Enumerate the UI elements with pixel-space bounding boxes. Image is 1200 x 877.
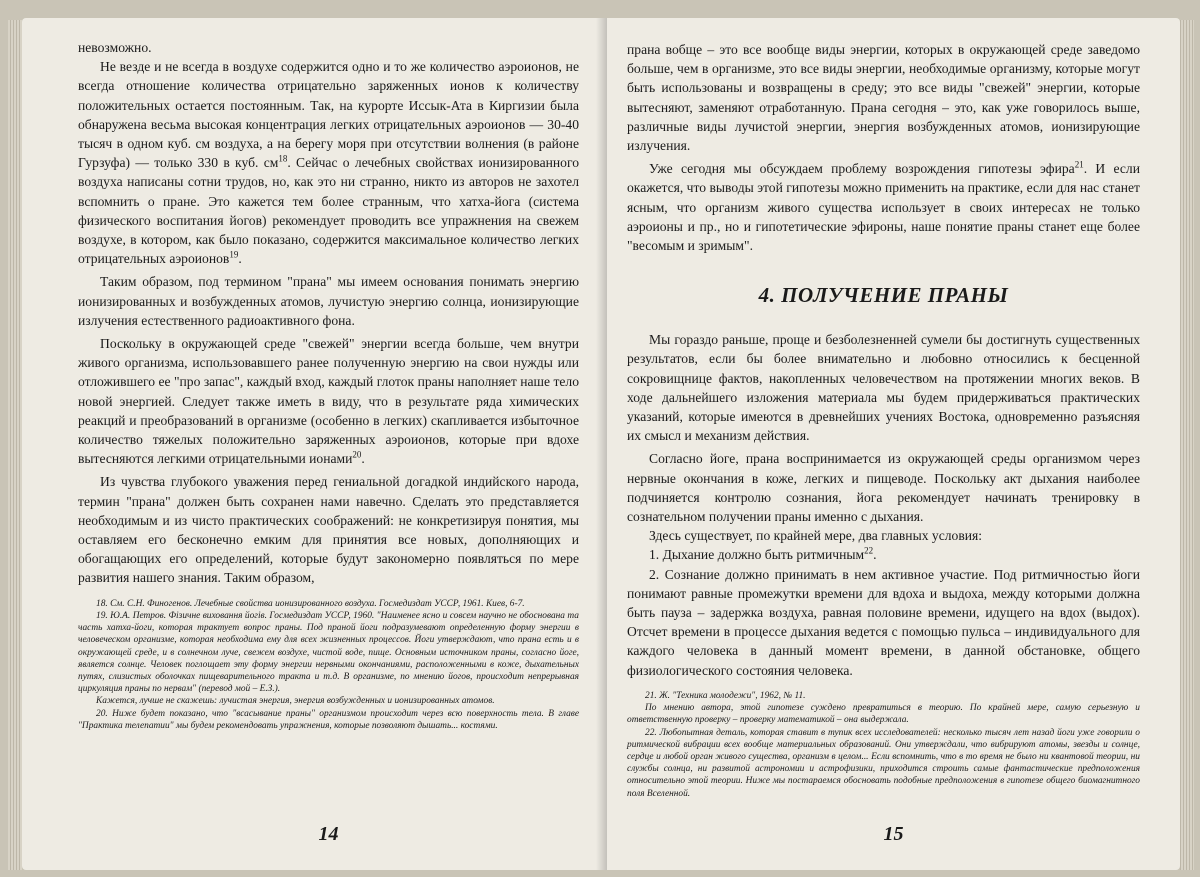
footnote: 20. Ниже будет показано, что "всасывание праны" организмом происходит через всю поверхность тела. В главе "Практика телепатии" мы будем рекомендовать упражнения, которые позволяют дышать... костями. xyxy=(78,708,579,731)
paragraph: Таким образом, под термином "прана" мы имеем основания понимать энергию ионизированных и возбужденных атомов, лучистую энергию солнца, ионизирующие излучения естественного радиоактивного фона. xyxy=(78,274,579,328)
left-page-edge xyxy=(8,20,22,870)
footnote: 18. См. С.Н. Финогенов. Лечебные свойства ионизированного воздуха. Госмедиздат УССР, 1961. Киев, 6-7. xyxy=(96,598,525,609)
page-number: 15 xyxy=(883,823,904,845)
footnote: 22. Любопытная деталь, которая ставит в тупик всех исследователей: несколько тысяч лет назад йоги уже говорили о ритмической вибрации всех вообще материальных образований. Они утверждали, что вибрируют атомы, звезды и солнце, сердце и любой орган живого существа, организм в целом... Если вспомнить, что в то время не было ни квантовой теории, ни службы солнца, ни развитой астрономии и астрофизики, приходится строить самые фантастические предположения относительно этой теории. Ниже мы постараемся обосновать подобные предположения в гипотезе общего биомагнитного поля Вселенной. xyxy=(627,727,1140,799)
footnote-ref: 22 xyxy=(864,545,874,556)
paragraph: Мы гораздо раньше, проще и безболезненней сумели бы достигнуть существенных результатов, если бы более внимательно и любовно относились к бесценной сокровищнице фактов, накопленных человечеством на протяжении многих веков. В ходе дальнейшего изложения материала мы будем придерживаться практических указаний, которые имеются в древнейших учениях Востока, одновременно разъясняя их смысл и механизм действия. xyxy=(627,332,1140,444)
right-page xyxy=(607,18,1180,870)
paragraph: Поскольку в окружающей среде "свежей" энергии всегда больше, чем внутри живого организма, использовавшего ранее полученную энергию на свои нужды или отложившего ее "про запас", каждый вход, каждый глоток праны наполняет наше тело новой энергией. Следует также иметь в виду, что в результате ряда химических реакций и преобразований в организме (особенно в легких) скапливается избыточное количество тяжелых положительно заряженных аэроионов, которые при вдохе вытесняются легкими отрицательными ионами$^{20}$. xyxy=(78,336,579,467)
left-page xyxy=(22,18,607,870)
footnote-ref: 18 xyxy=(278,153,288,164)
section-title: 4. ПОЛУЧЕНИЕ ПРАНЫ xyxy=(758,283,1009,308)
footnotes xyxy=(78,598,579,732)
paragraph: прана вобще – это все вообще виды энергии, которых в окружающей среде заведомо больше, чем в организме, это все виды энергии, необходимые организму, которые могут быть использованы и возвращены в среду; это все виды "свежей" энергии, которые вытесняют, заменяют отработанную. Прана сегодня – это, как уже говорилось выше, различные виды лучистой энергии, энергия возбужденных атомов, ионизирующие излучения. xyxy=(627,42,1140,154)
paragraph: невозможно. xyxy=(78,40,152,55)
page-number: 14 xyxy=(318,823,339,845)
footnote-ref: 19 xyxy=(229,249,239,260)
footnotes xyxy=(627,690,1140,800)
footnote-ref: 20 xyxy=(352,449,362,460)
paragraph: Из чувства глубокого уважения перед гениальной догадкой индийского народа, термин "прана" должен быть сохранен нами навечно. Сделать это представляется необходимым и из чисто практических соображений: не конкретизируя понятия, мы оставляем его бесконечно емким для принятия все новых, дополняющих и обогащающих его определений, которые будут закономерно появляться по мере развития нашего знания. Таким образом, xyxy=(78,474,579,586)
footnote: 19. Ю.А. Петров. Фізичне виховання йогів. Госмедиздат УССР, 1960. "Наименее ясно и совсем научно не обоснована та часть хатха-йоги, которая трактует вопрос праны. Под праной йоги подразумевают определенную форму энергии в человеческом организме, которая необходима ему для всех жизненных процессов. Йоги утверждают, что прана есть и в окружающей среде, и в солнечном луче, свежем воздухе, чистой воде, пище. Основным источником праны, согласно йоге, является солнце. Человек поглощает эту форму энергии нервными окончаниями, расположенными в коже, дыхательных путях, слизистых оболочках пищеварительного тракта и т.д. В организме, по мнению йогов, происходит непрерывная циркуляция праны по нервам" (перевод мой – Е.З.). xyxy=(78,610,579,695)
footnote-ref: 21 xyxy=(1074,159,1084,170)
paragraph: Согласно йоге, прана воспринимается из окружающей среды организмом через нервные окончания в коже, легких и пищеводе. Поскольку акт дыхания наиболее подчиняется контролю сознания, йога рекомендует начинать тренировку в сознательном получении праны именно с дыхания. xyxy=(627,451,1140,525)
paragraph: 2. Сознание должно принимать в нем активное участие. Под ритмичностью йоги понимают равные промежутки времени для вдоха и выдоха, между которыми должна быть пауза – задержка воздуха, равная половине времени, идущего на вдох (выдох). Отсчет времени в процессе дыхания ведется с помощью пульса – индивидуального для каждого человека в данный момент времени, в данной обстановке, общего физиологического состояния человека. xyxy=(627,566,1140,678)
footnote: Кажется, лучше не скажешь: лучистая энергия, энергия возбужденных и ионизированных атомов. xyxy=(96,696,495,707)
right-page-edge xyxy=(1180,20,1194,870)
paragraph: Уже сегодня мы обсуждаем проблему возрождения гипотезы эфира$^{21}$. И если окажется, что выводы этой гипотезы можно применить на практике, если для нас станет ясным, что организм живого существа использует в своих интересах не только аэроионы и пр., но и гипотетические эфироны, наше понятие праны станет еще более "весомым и зримым". xyxy=(627,159,1140,254)
paragraph: Не везде и не всегда в воздухе содержится одно и то же количество аэроионов, не всегда отношение количества отрицательно заряженных ионов к количеству положительных остается постоянным. Так, на курорте Иссык-Ата в Киргизии была обнаружена весьма высокая концентрация легких отрицательных аэроионов — 30-40 тысяч в одном куб. см воздуха, а на берегу моря при отсутствии волнения (в районе Гурзуфа) — только 330 в куб. $см^{18}$. Сейчас о лечебных свойствах ионизированного воздуха написаны сотни трудов, но, как это ни странно, никто из авторов не захотел вспомнить о пране. Это кажется тем более странным, что хатха-йога (система физического воспитания йогов) рекомендует проводить все упражнения на свежем воздухе, в котором, как было показано, содержится максимальное количество легких отрицательных аэроионов$^{19}$. xyxy=(78,59,580,267)
footnote: 21. Ж. "Техника молодежи", 1962, № 11. xyxy=(645,690,806,701)
paragraph: Здесь существует, по крайней мере, два главных условия: xyxy=(649,528,983,544)
paragraph: 1. Дыхание должно быть ритмичным$^{22}$. xyxy=(649,545,877,563)
footnote: По мнению автора, этой гипотезе суждено превратиться в теорию. По крайней мере, самую серьезную и ответственную проверку – проверку математикой – она выдержала. xyxy=(627,703,1140,726)
